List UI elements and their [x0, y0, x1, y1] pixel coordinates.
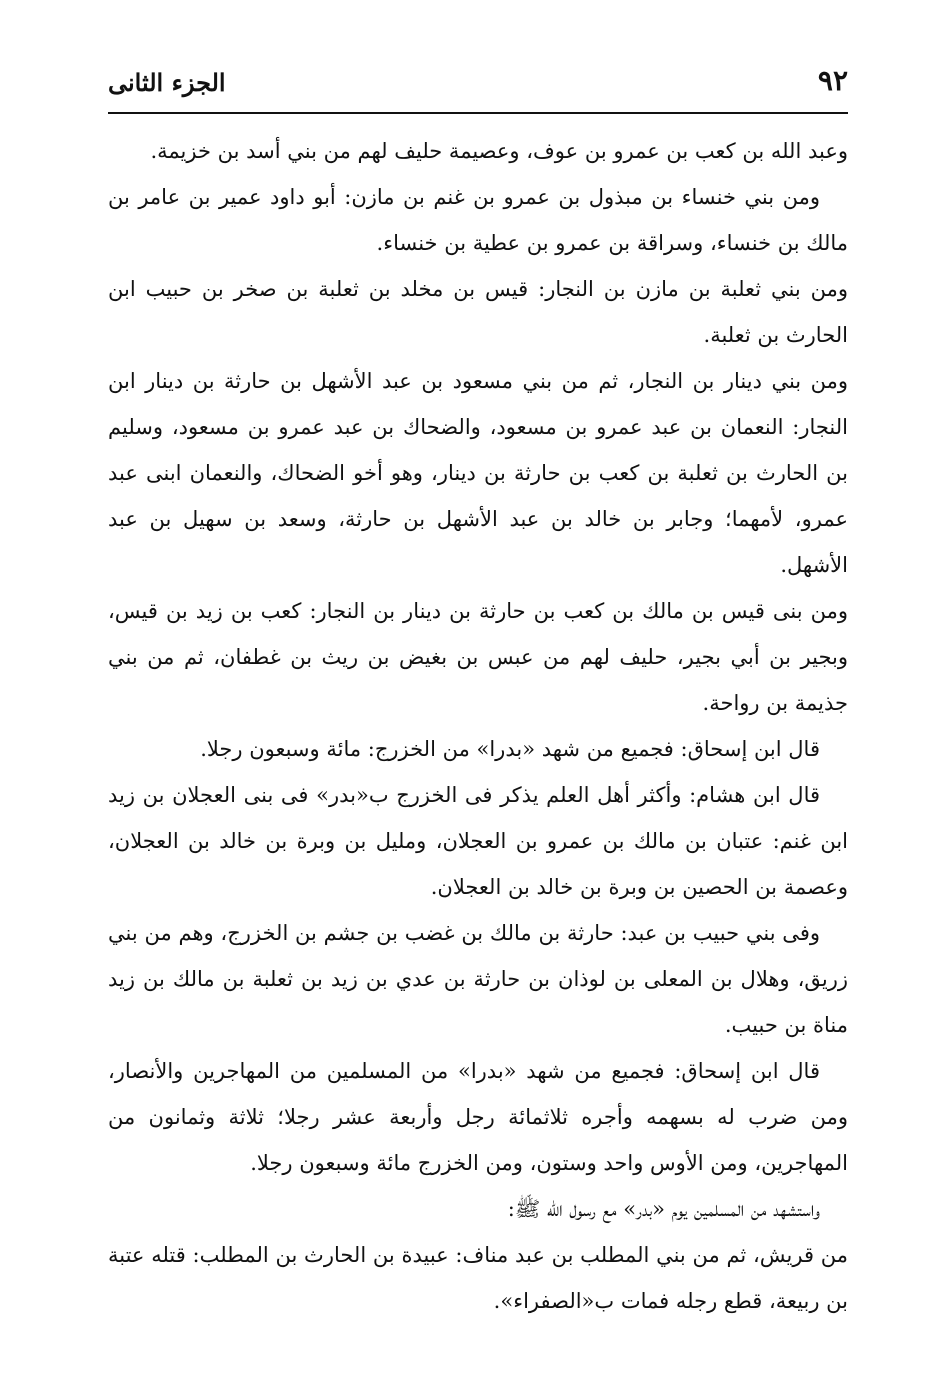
paragraph: واستشهد من المسلمين يوم «بدر» مع رسول الله ﷺ:: [507, 1197, 820, 1221]
paragraph: قال ابن هشام: وأكثر أهل العلم يذكر فى الخزرج ب«بدر» فى بنى العجلان بن زيد ابن غنم: عتبان بن مالك بن عمرو بن العجلان، ومليل بن وبرة بن خالد بن العجلان، وعصمة بن الحصين بن وبرة بن خالد بن العجلان.: [108, 783, 848, 899]
paragraph: ومن بني دينار بن النجار، ثم من بني مسعود بن عبد الأشهل بن حارثة بن دينار ابن النجار: النعمان بن عبد عمرو بن مسعود، والضحاك بن عبد عمرو بن مسعود، وسليم بن الحارث بن ثعلبة بن كعب بن حارثة بن دينار، وهو أخو الضحاك، والنعمان ابنى عبد عمرو، لأمهما؛ وجابر بن خالد بن عبد الأشهل بن حارثة، وسعد بن سهيل بن عبد الأشهل.: [108, 369, 848, 577]
page-number: ٩٢: [817, 64, 848, 97]
header-divider: [108, 112, 848, 114]
paragraph: قال ابن إسحاق: فجميع من شهد «بدرا» من الخزرج: مائة وسبعون رجلا.: [200, 737, 820, 761]
paragraph: قال ابن إسحاق: فجميع من شهد «بدرا» من المسلمين من المهاجرين والأنصار، ومن ضرب له بسهمه وأجره ثلاثمائة رجل وأربعة عشر رجلا؛ ثلاثة وثمانون من المهاجرين، ومن الأوس واحد وستون، ومن الخزرج مائة وسبعون رجلا.: [108, 1059, 848, 1175]
paragraph: وفى بني حبيب بن عبد: حارثة بن مالك بن غضب بن جشم بن الخزرج، وهم من بني زريق، وهلال بن المعلى بن لوذان بن حارثة بن عدي بن زيد بن ثعلبة بن مالك بن زيد مناة بن حبيب.: [108, 921, 848, 1037]
paragraph: ومن بني خنساء بن مبذول بن عمرو بن غنم بن مازن: أبو داود عمير بن عامر بن مالك بن خنساء، وسراقة بن عمرو بن عطية بن خنساء.: [108, 185, 848, 255]
paragraph: ومن بني ثعلبة بن مازن بن النجار: قيس بن مخلد بن ثعلبة بن صخر بن حبيب ابن الحارث بن ثعلبة.: [108, 277, 848, 347]
text-body: [108, 128, 848, 1324]
paragraph: من قريش، ثم من بني المطلب بن عبد مناف: عبيدة بن الحارث بن المطلب: قتله عتبة بن ربيعة، قطع رجله فمات ب«الصفراء».: [108, 1243, 848, 1313]
running-title: الجزء الثانى: [108, 68, 226, 97]
paragraph: وعبد الله بن كعب بن عمرو بن عوف، وعصيمة حليف لهم من بني أسد بن خزيمة.: [150, 139, 848, 163]
paragraph: ومن بنى قيس بن مالك بن كعب بن حارثة بن دينار بن النجار: كعب بن زيد بن قيس، وبجير بن أبي بجير، حليف لهم من عبس بن بغيض بن ريث بن غطفان، ثم من بني جذيمة بن رواحة.: [108, 599, 848, 715]
page-header: [108, 60, 848, 110]
